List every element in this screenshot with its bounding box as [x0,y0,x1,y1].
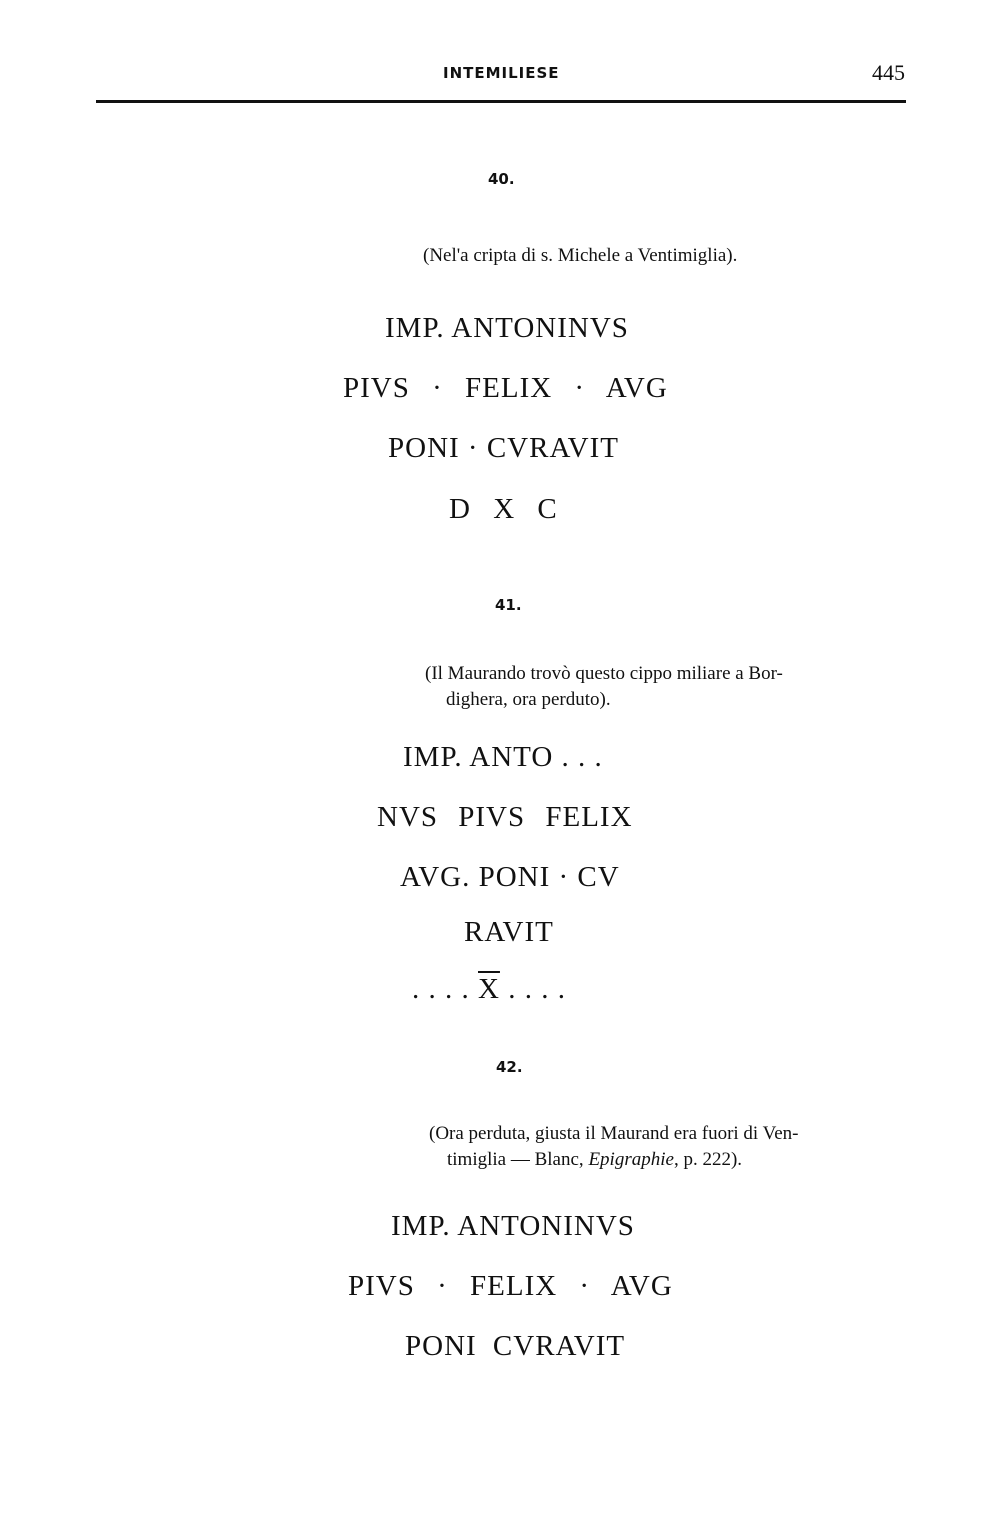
entry-number: 40. [488,170,515,188]
lacuna-dots: . . . . [508,973,566,1005]
inscription-line: AVG. PONI · CV [400,861,620,893]
inscription-line: PIVS · FELIX · AVG [343,372,668,404]
inscription-line: PIVS · FELIX · AVG [348,1270,673,1302]
entry-note [423,243,737,269]
numeral-x: $\overline{X}$ [478,973,500,1005]
note-line: (Ora perduta, giusta il Maurand era fuori di Ven- [429,1123,799,1144]
inscription-line: RAVIT [464,916,554,948]
note-line: (Il Maurando trovò questo cippo miliare a Bor- [425,663,783,684]
entry-number: 42. [496,1058,523,1076]
inscription-line: IMP. ANTONINVS [385,312,629,344]
header-rule [96,100,906,103]
note-text: timiglia — Blanc, [447,1149,589,1170]
inscription-line: PONI CVRAVIT [405,1330,626,1362]
inscription-line: D X C [449,493,558,525]
entry-number: 41. [495,596,522,614]
note-line: dighera, ora perduto). [446,689,611,710]
note-line [429,1147,799,1173]
running-title: INTEMILIESE [443,64,560,82]
note-text: , p. 222). [673,1149,743,1170]
entry-note [425,661,783,713]
inscription-line: IMP. ANTO . . . [403,741,603,773]
inscription-line: NVS PIVS FELIX [377,801,633,833]
inscription-line: IMP. ANTONINVS [391,1210,635,1242]
inscription-line: PONI · CVRAVIT [388,432,619,464]
inscription-line [412,973,566,1006]
note-line: (Nel'a cripta di s. Michele a Ventimiglia). [423,245,738,266]
entry-note [429,1121,799,1173]
page-number: 445 [872,60,905,85]
lacuna-dots: . . . . [412,973,470,1005]
work-title: Epigraphie [588,1149,674,1170]
